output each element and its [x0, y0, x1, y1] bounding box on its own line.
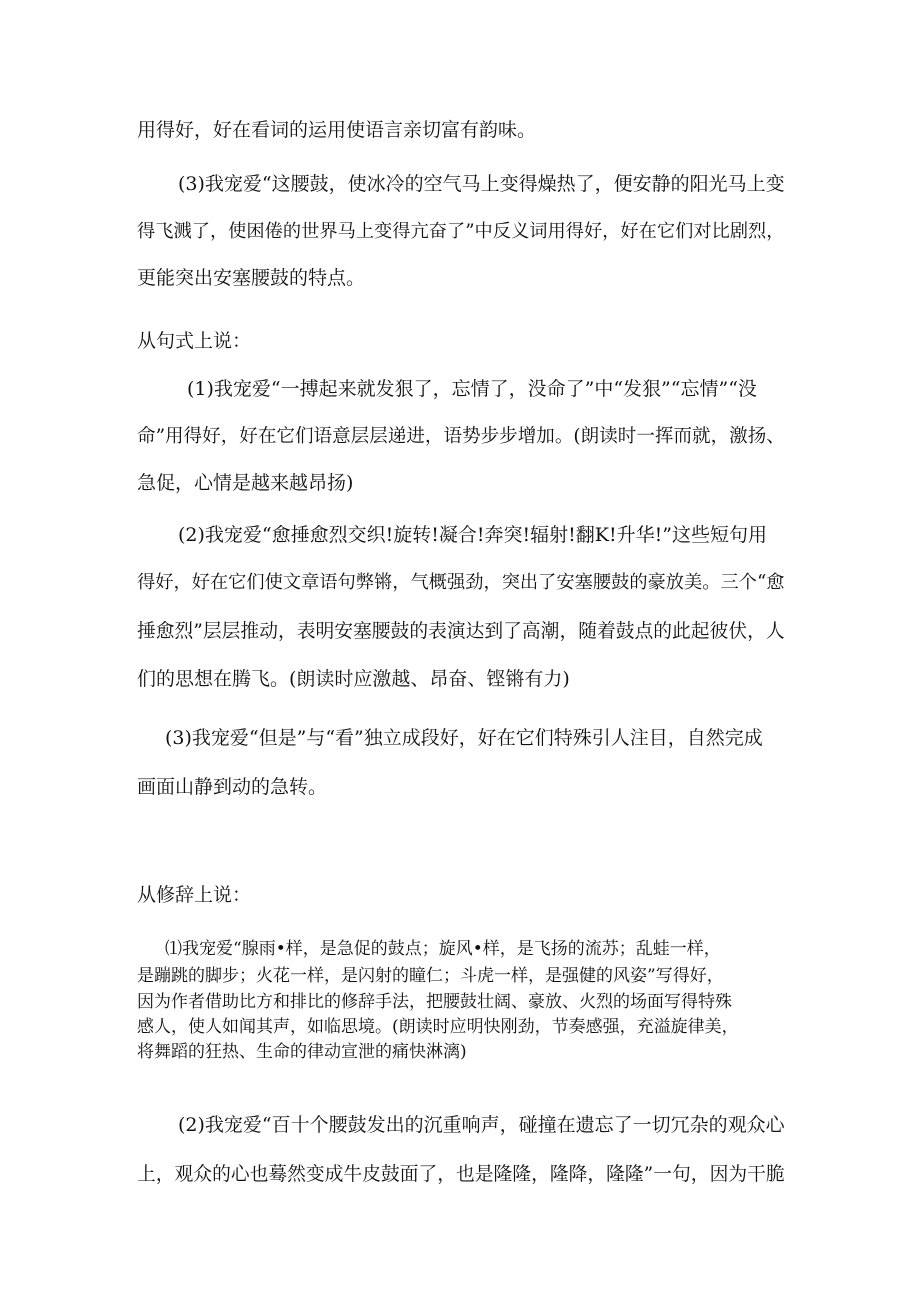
paragraph-line: 用得好，好在看词的运用使语言亲切富有韵味。	[137, 119, 537, 141]
paragraph-line: ⑴我宠爱“腺雨•样，是急促的鼓点；旋风•样，是飞扬的流苏；乱蛙一样，	[165, 939, 721, 959]
paragraph-line: 因为作者借助比方和排比的修辞手法，把腰鼓壮阔、豪放、火烈的场面写得特殊	[137, 992, 732, 1012]
paragraph-line: 得飞溅了，使困倦的世界马上变得亢奋了”中反义词用得好，好在它们对比剧烈，	[137, 221, 785, 242]
paragraph-line: 画面山静到动的急转。	[137, 776, 328, 798]
paragraph-line: 急促，心情是越来越昂扬)	[137, 472, 354, 494]
section-heading: 从句式上说：	[137, 330, 252, 352]
paragraph-line: 感人，使人如闻其声，如临思境。(朗读时应明快刚劲，节奏感强，充溢旋律美，	[137, 1017, 739, 1037]
paragraph-line: 上，观众的心也蓦然变成牛皮鼓面了，也是隆隆，隆降，隆隆”一句，因为干脆	[137, 1164, 785, 1185]
paragraph-line: 更能突出安塞腰鼓的特点。	[137, 267, 366, 289]
paragraph-line: (3)我宠爱“但是”与“看”独立成段好，好在它们特殊引人注目，自然完成	[165, 727, 763, 749]
paragraph-line: 捶愈烈”层层推动，表明安塞腰鼓的表演达到了高潮，随着鼓点的此起彼伏，人	[137, 621, 785, 642]
paragraph-line: 将舞蹈的狂热、生命的律动宣泄的痛快淋漓)	[137, 1042, 467, 1062]
paragraph-line: (2)我宠爱“愈捶愈烈交织!旋转!凝合!奔突!辐射!翻K!升华!”这些短句用	[178, 524, 767, 546]
paragraph-line: (1)我宠爱“一搏起来就发狠了，忘情了，没命了”中“发狠”“忘情”“没	[187, 378, 757, 400]
paragraph-line: 得好，好在它们使文章语句弊锵，气概强劲，突出了安塞腰鼓的豪放美。三个“愈	[137, 572, 785, 593]
paragraph-line: (2)我宠爱“百十个腰鼓发出的沉重响声，碰撞在遗忘了一切冗杂的观众心	[178, 1114, 785, 1136]
paragraph-line: 是蹦跳的脚步；火花一样，是闪射的瞳仁；斗虎一样，是强健的风姿”写得好，	[137, 966, 724, 986]
section-heading: 从修辞上说：	[137, 884, 252, 906]
paragraph-line: 命”用得好，好在它们语意层层递进，语势步步增加。(朗读时一挥而就，激扬、	[137, 426, 785, 447]
paragraph-line: (3)我宠爱“这腰鼓，使冰冷的空气马上变得燥热了，便安静的阳光马上变	[178, 173, 785, 195]
paragraph-line: 们的思想在腾飞。(朗读时应激越、昂奋、铿锵有力)	[137, 668, 570, 690]
